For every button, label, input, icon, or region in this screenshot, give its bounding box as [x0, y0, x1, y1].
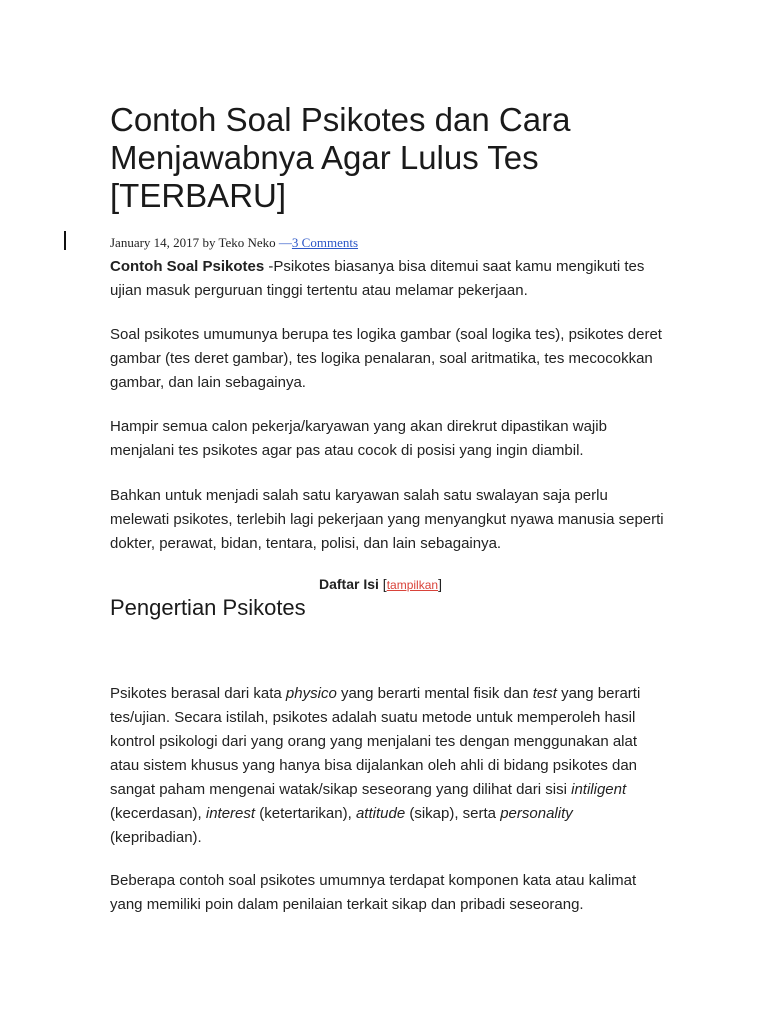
p5-italic-interest: interest — [205, 805, 256, 822]
paragraph-3: Hampir semua calon pekerja/karyawan yang akan direkrut dipastikan wajib menjalani tes psikotes agar pas atau cocok di posisi yang ingin diambil. — [110, 418, 607, 459]
p5-text-1: Psikotes berasal dari kata — [110, 685, 286, 702]
p5-italic-intiligent: intiligent — [571, 781, 627, 798]
toc-label: Daftar Isi — [319, 576, 379, 592]
paragraph-5 — [110, 682, 665, 850]
article-title: Contoh Soal Psikotes dan Cara Menjawabnya Agar Lulus Tes [TERBARU] — [110, 101, 571, 214]
text-cursor — [64, 231, 66, 250]
paragraph-6: Beberapa contoh soal psikotes umumnya terdapat komponen kata atau kalimat yang memiliki poin dalam penilaian terkait sikap dan pribadi seseorang. — [110, 872, 637, 913]
toc-bracket-close: ] — [438, 576, 442, 592]
intro-paragraph — [110, 255, 665, 303]
p5-text-3: yang berarti tes/ujian. Secara istilah, psikotes adalah suatu metode untuk memperoleh hasil kontrol psikologi dari yang orang yang menjalani tes dengan menggunakan alat atau sistem khusus yang hanya bisa dijalankan oleh ahli di bidang psikotes dan sangat paham mengenai watak/sikap seseorang yang dilihat dari sisi — [110, 685, 641, 798]
p5-text-2: yang berarti mental fisik dan — [336, 685, 533, 702]
p5-text-7: (kepribadian). — [110, 829, 202, 846]
post-author: Teko Neko — [218, 235, 276, 250]
p5-italic-attitude: attitude — [355, 805, 406, 822]
paragraph-2: Soal psikotes umumunya berupa tes logika gambar (soal logika tes), psikotes deret gambar (tes deret gambar), tes logika penalaran, soal aritmatika, tes mecocokkan gambar, dan lain sebagainya. — [110, 326, 662, 391]
post-meta — [110, 235, 358, 251]
p5-text-4: (kecerdasan), — [110, 805, 206, 822]
meta-dash: — — [275, 235, 292, 250]
p5-text-5: (ketertarikan), — [255, 805, 356, 822]
toc-bracket-open: [ — [378, 576, 387, 592]
table-of-contents — [319, 576, 442, 592]
section-heading: Pengertian Psikotes — [110, 595, 306, 620]
toc-toggle-link[interactable]: tampilkan — [386, 578, 439, 592]
post-date: January 14, 2017 — [110, 235, 200, 250]
paragraph-4: Bahkan untuk menjadi salah satu karyawan salah satu swalayan saja perlu melewati psikotes, terlebih lagi pekerjaan yang menyangkut nyawa manusia seperti dokter, perawat, bidan, tentara, polisi, dan lain sebagainya. — [110, 487, 664, 552]
comments-link[interactable]: 3 Comments — [291, 235, 359, 250]
intro-text: -Psikotes biasanya bisa ditemui saat kamu mengikuti tes ujian masuk perguruan tinggi tertentu atau melamar pekerjaan. — [110, 258, 645, 299]
p5-italic-physico: physico — [285, 685, 337, 702]
p5-italic-test: test — [532, 685, 557, 702]
intro-bold: Contoh Soal Psikotes — [110, 258, 265, 275]
post-by: by — [199, 235, 219, 250]
p5-italic-personality: personality — [500, 805, 573, 822]
p5-text-6: (sikap), serta — [405, 805, 501, 822]
